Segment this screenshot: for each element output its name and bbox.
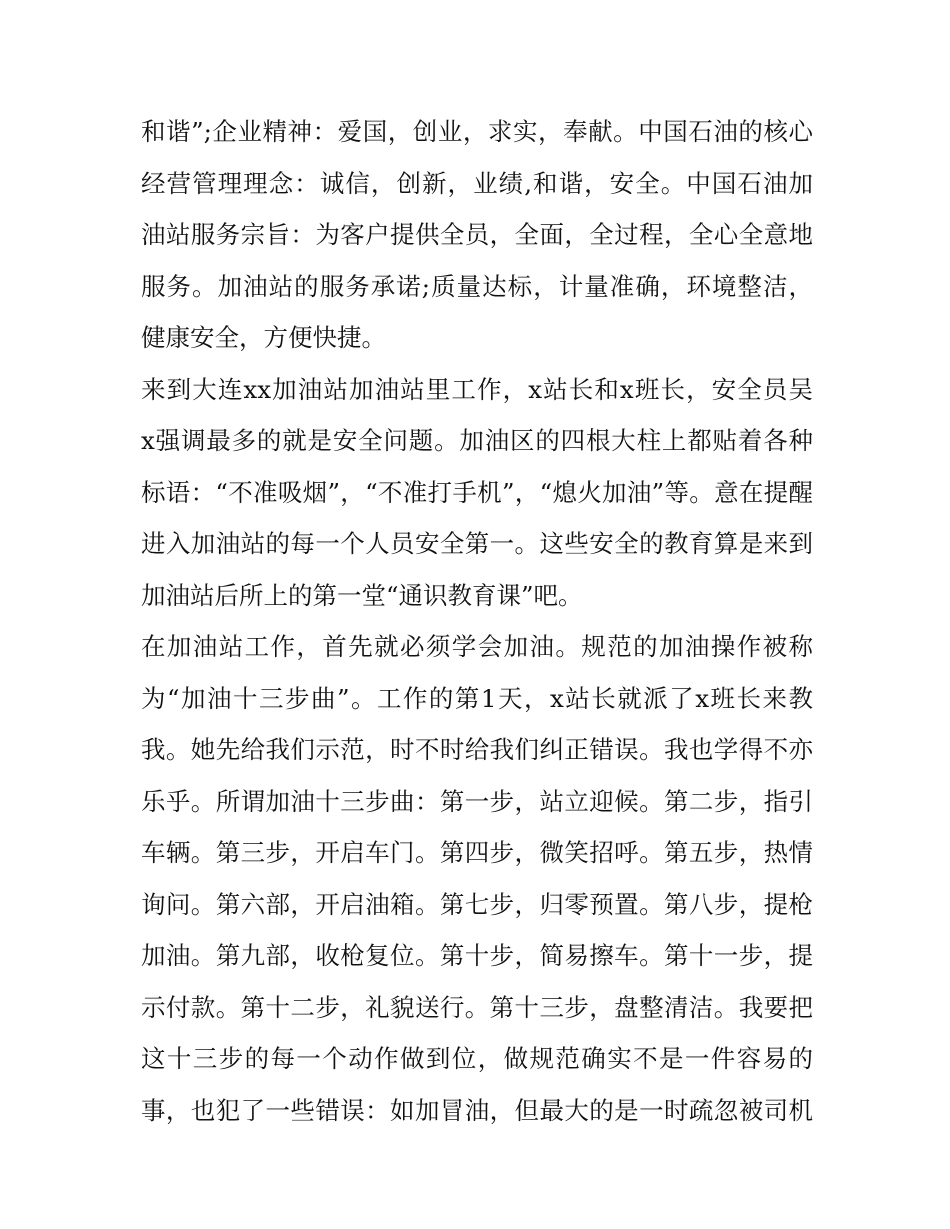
text-line: 健康安全，方便快捷。 (141, 323, 386, 352)
text-line: 我。她先给我们示范，时不时给我们纠正错误。我也学得不亦 (141, 735, 813, 764)
text-line: 乐乎。所谓加油十三步曲：第一步，站立迎候。第二步，指引 (141, 786, 813, 816)
text-line: 经营管理理念：诚信，创新，业绩,和谐，安全。中国石油加 (141, 168, 813, 198)
text-line: 油站服务宗旨：为客户提供全员，全面，全过程，全心全意地 (141, 220, 813, 249)
text-line: 标语：“不准吸烟”，“不准打手机”，“熄火加油”等。意在提醒 (141, 477, 813, 507)
text-line: 加油站后所上的第一堂“通识教育课”吧。 (141, 580, 583, 610)
text-line: 事，也犯了一些错误：如加冒油，但最大的是一时疏忽被司机 (141, 1095, 813, 1125)
text-line: 服务。加油站的服务承诺;质量达标，计量准确，环境整洁， (141, 271, 813, 301)
text-line: 来到大连xx加油站加油站里工作，x站长和x班长，安全员吴 (141, 374, 813, 404)
text-line: 为“加油十三步曲”。工作的第1天，x站长就派了x班长来教 (141, 683, 813, 713)
text-line: 和谐”;企业精神：爱国，创业，求实，奉献。中国石油的核心 (141, 117, 813, 146)
text-line: 示付款。第十二步，礼貌送行。第十三步，盘整清洁。我要把 (141, 992, 813, 1022)
document-body (141, 106, 813, 1136)
text-line: 车辆。第三步，开启车门。第四步，微笑招呼。第五步，热情 (141, 838, 813, 867)
text-line: 询问。第六部，开启油箱。第七步，归零预置。第八步，提枪 (141, 889, 813, 919)
text-line: x强调最多的就是安全问题。加油区的四根大柱上都贴着各种 (141, 426, 813, 455)
text-line: 在加油站工作，首先就必须学会加油。规范的加油操作被称 (141, 632, 813, 661)
text-line: 加油。第九部，收枪复位。第十步，简易擦车。第十一步，提 (141, 941, 813, 970)
text-line: 进入加油站的每一个人员安全第一。这些安全的教育算是来到 (141, 529, 813, 558)
text-line: 这十三步的每一个动作做到位，做规范确实不是一件容易的 (141, 1044, 813, 1073)
